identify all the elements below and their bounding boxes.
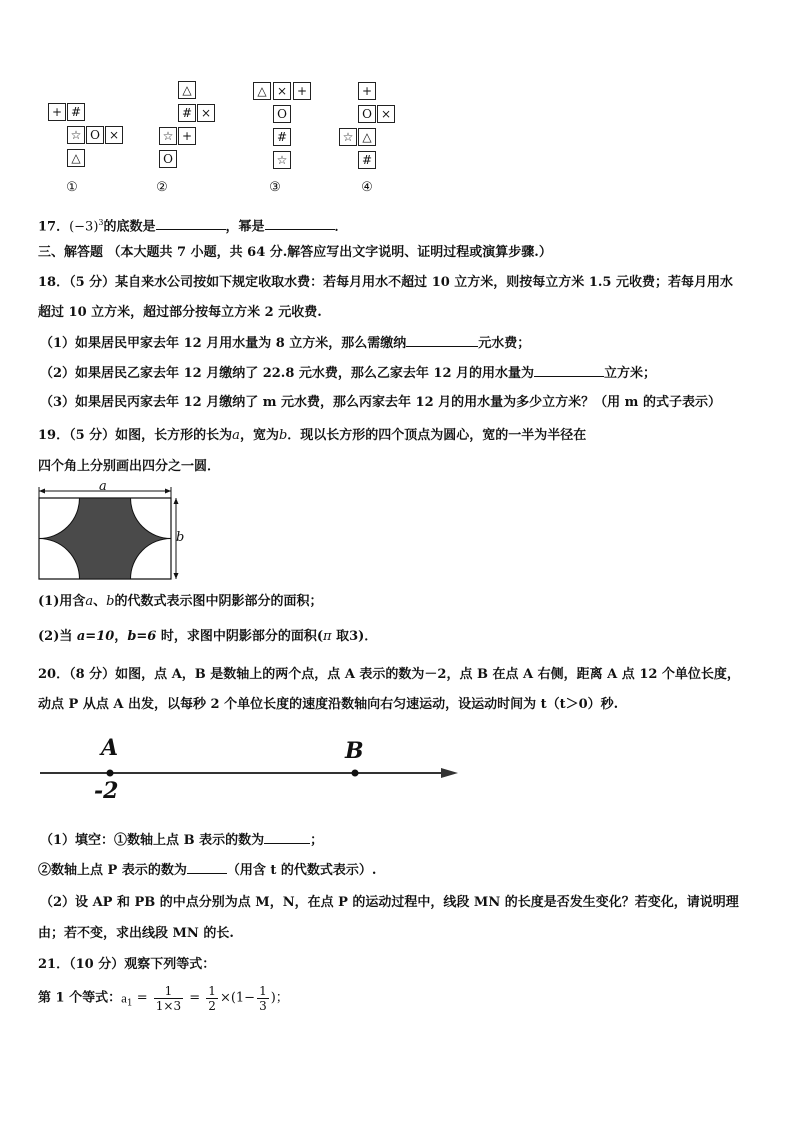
fraction-3 xyxy=(257,984,269,1013)
fraction-2 xyxy=(206,984,218,1013)
net4-cell: # xyxy=(358,151,376,169)
q21-equation-1 xyxy=(38,984,289,1013)
net2-cell: O xyxy=(159,150,177,168)
figure-label-b: b xyxy=(176,530,185,545)
fraction-3-num: 1 xyxy=(259,984,267,998)
net3-cell: ☆ xyxy=(273,151,291,169)
net1-cell: × xyxy=(105,126,123,144)
net4-cell: △ xyxy=(358,128,376,146)
q17-text: ． xyxy=(334,219,348,235)
net1-cell: # xyxy=(67,103,85,121)
net-label-3: ③ xyxy=(269,180,281,195)
fraction-2-num: 1 xyxy=(208,984,216,998)
net2-cell: ☆ xyxy=(159,127,177,145)
point-A-dot xyxy=(107,770,114,777)
point-A-label: A xyxy=(101,735,119,761)
q17-exponent: 3 xyxy=(98,218,104,227)
net3-cell: △ xyxy=(253,82,271,100)
q17-text: ，幂是 xyxy=(225,219,265,235)
q20-text: ②数轴上点 P 表示的数为 xyxy=(38,863,187,878)
axis-arrow xyxy=(441,768,458,778)
net3-cell: O xyxy=(273,105,291,123)
q18-part2-text: （2）如果居民乙家去年 12 月缴纳了 22.8 元水费，那么乙家去年 12 月的用水量为 xyxy=(40,366,535,381)
q19-text: ．现以长方形的四个顶点为圆心，宽的一半为半径在 xyxy=(287,428,587,443)
q19-text: ， xyxy=(114,629,128,644)
net3-cell: # xyxy=(273,128,291,146)
q17-number: 17． xyxy=(38,219,70,235)
q19-text: 19．（5 分）如图，长方形的长为 xyxy=(38,428,233,443)
net-label-4: ④ xyxy=(361,180,373,195)
q19-part2 xyxy=(38,628,377,646)
q18-part3: （3）如果居民丙家去年 12 月缴纳了 m 元水费，那么丙家去年 12 月的用水量为多少立方米？（用 m 的式子表示） xyxy=(40,395,721,410)
q19-line2: 四个角上分别画出四分之一圆． xyxy=(38,459,221,474)
net4-cell: O xyxy=(358,105,376,123)
net1-cell: O xyxy=(86,126,104,144)
q18-part1 xyxy=(40,334,530,353)
q18-line2: 超过 10 立方米，超过部分按每立方米 2 元收费. xyxy=(38,305,322,320)
section-heading: 三、解答题 （本大题共 7 小题，共 64 分.解答应写出文字说明、证明过程或演算步骤.） xyxy=(38,245,552,260)
q21-line1: 21．（10 分）观察下列等式： xyxy=(38,957,216,972)
point-B-dot xyxy=(352,770,359,777)
net4-cell: × xyxy=(377,105,395,123)
q19-text: (2)当 xyxy=(38,629,77,644)
net4-cell: + xyxy=(358,82,376,100)
net1-cell: △ xyxy=(67,149,85,167)
fraction-1 xyxy=(154,984,183,1013)
net3-cell: × xyxy=(273,82,291,100)
q20-text: ； xyxy=(310,833,324,848)
q18-part2 xyxy=(40,364,656,383)
point-B-label: B xyxy=(345,738,364,764)
q20-blank-1[interactable] xyxy=(264,831,310,844)
q19-part1 xyxy=(38,593,322,611)
fraction-1-den: 1×3 xyxy=(155,999,182,1013)
q21-eq-times: ×(1− xyxy=(219,990,256,1006)
q20-line1: 20．（8 分）如图，点 A，B 是数轴上的两个点，点 A 表示的数为－2，点 B 在点 A 右侧，距离 A 点 12 个单位长度， xyxy=(38,667,740,682)
q19-var-a: a xyxy=(85,594,94,609)
q17-blank-power[interactable] xyxy=(265,217,335,230)
net3-cell: + xyxy=(293,82,311,100)
q19-var-a: a xyxy=(232,428,240,443)
net-label-2: ② xyxy=(156,180,168,195)
q19-text: (1)用含 xyxy=(38,594,86,609)
q19-text: 、 xyxy=(93,594,107,609)
fraction-3-den: 3 xyxy=(259,999,267,1013)
q20-text: （用含 t 的代数式表示）. xyxy=(226,863,377,878)
figure-label-a: a xyxy=(99,479,107,494)
fraction-1-num: 1 xyxy=(154,984,183,999)
q21-eq-lhs: a xyxy=(121,990,127,1006)
q19-var-b: b xyxy=(106,594,115,609)
q21-eq-end: )； xyxy=(270,990,289,1006)
net2-cell: # xyxy=(178,104,196,122)
q19-var-b: b xyxy=(278,428,288,443)
fraction-2-den: 2 xyxy=(208,999,216,1013)
point-A-value: -2 xyxy=(94,778,119,804)
q20-text: （1）填空：①数轴上点 B 表示的数为 xyxy=(40,833,265,848)
rectangle-figure xyxy=(34,478,194,584)
q19-line1 xyxy=(38,427,586,445)
question-17 xyxy=(38,214,348,236)
q20-part2-line1: （2）设 AP 和 PB 的中点分别为点 M，N，在点 P 的运动过程中，线段 MN 的长度是否发生变化？若变化，请说明理 xyxy=(40,895,739,910)
q19-text: ，宽为 xyxy=(239,428,279,443)
arrow-right xyxy=(165,489,171,494)
q20-part1b xyxy=(38,861,376,880)
q21-eq-sign: = xyxy=(185,990,205,1006)
net2-cell: × xyxy=(197,104,215,122)
net2-cell: + xyxy=(178,127,196,145)
q21-eq-sub: 1 xyxy=(126,998,133,1009)
net1-cell: ☆ xyxy=(67,126,85,144)
q20-part1 xyxy=(40,831,323,850)
q17-text: 的底数是 xyxy=(103,219,156,235)
q19-text: 的代数式表示图中阴影部分的面积； xyxy=(114,594,323,609)
net-label-1: ① xyxy=(66,180,78,195)
q20-blank-2[interactable] xyxy=(187,861,227,874)
arrow-left xyxy=(39,489,45,494)
q21-eq-label: 第 1 个等式： xyxy=(38,990,122,1006)
q19-text: 取3)． xyxy=(331,629,378,644)
q20-line2: 动点 P 从点 A 出发，以每秒 2 个单位长度的速度沿数轴向右匀速运动，设运动时间为 t（t＞0）秒. xyxy=(38,697,619,712)
q21-eq-sign: = xyxy=(132,990,152,1006)
q18-line1: 18．（5 分）某自来水公司按如下规定收取水费：若每月用水不超过 10 立方米，则按每立方米 1.5 元收费；若每月用水 xyxy=(38,275,733,290)
net1-cell: + xyxy=(48,103,66,121)
q19-value-a: a=10 xyxy=(76,629,115,644)
q18-blank-2[interactable] xyxy=(534,364,604,377)
q20-part2-line2: 由；若不变，求出线段 MN 的长. xyxy=(38,926,234,941)
q19-text: 时，求图中阴影部分的面积( xyxy=(156,629,324,644)
pi-symbol: π xyxy=(323,629,332,644)
net2-cell: △ xyxy=(178,81,196,99)
q17-expression: (−3) xyxy=(69,219,99,235)
q17-blank-base[interactable] xyxy=(156,217,226,230)
q19-value-b: b=6 xyxy=(127,629,157,644)
net4-cell: ☆ xyxy=(339,128,357,146)
q18-blank-1[interactable] xyxy=(406,334,478,347)
q18-part2-text: 立方米； xyxy=(604,366,657,381)
q18-part1-text: 元水费； xyxy=(478,336,531,351)
q18-part1-text: （1）如果居民甲家去年 12 月用水量为 8 立方米，那么需缴纳 xyxy=(40,336,407,351)
